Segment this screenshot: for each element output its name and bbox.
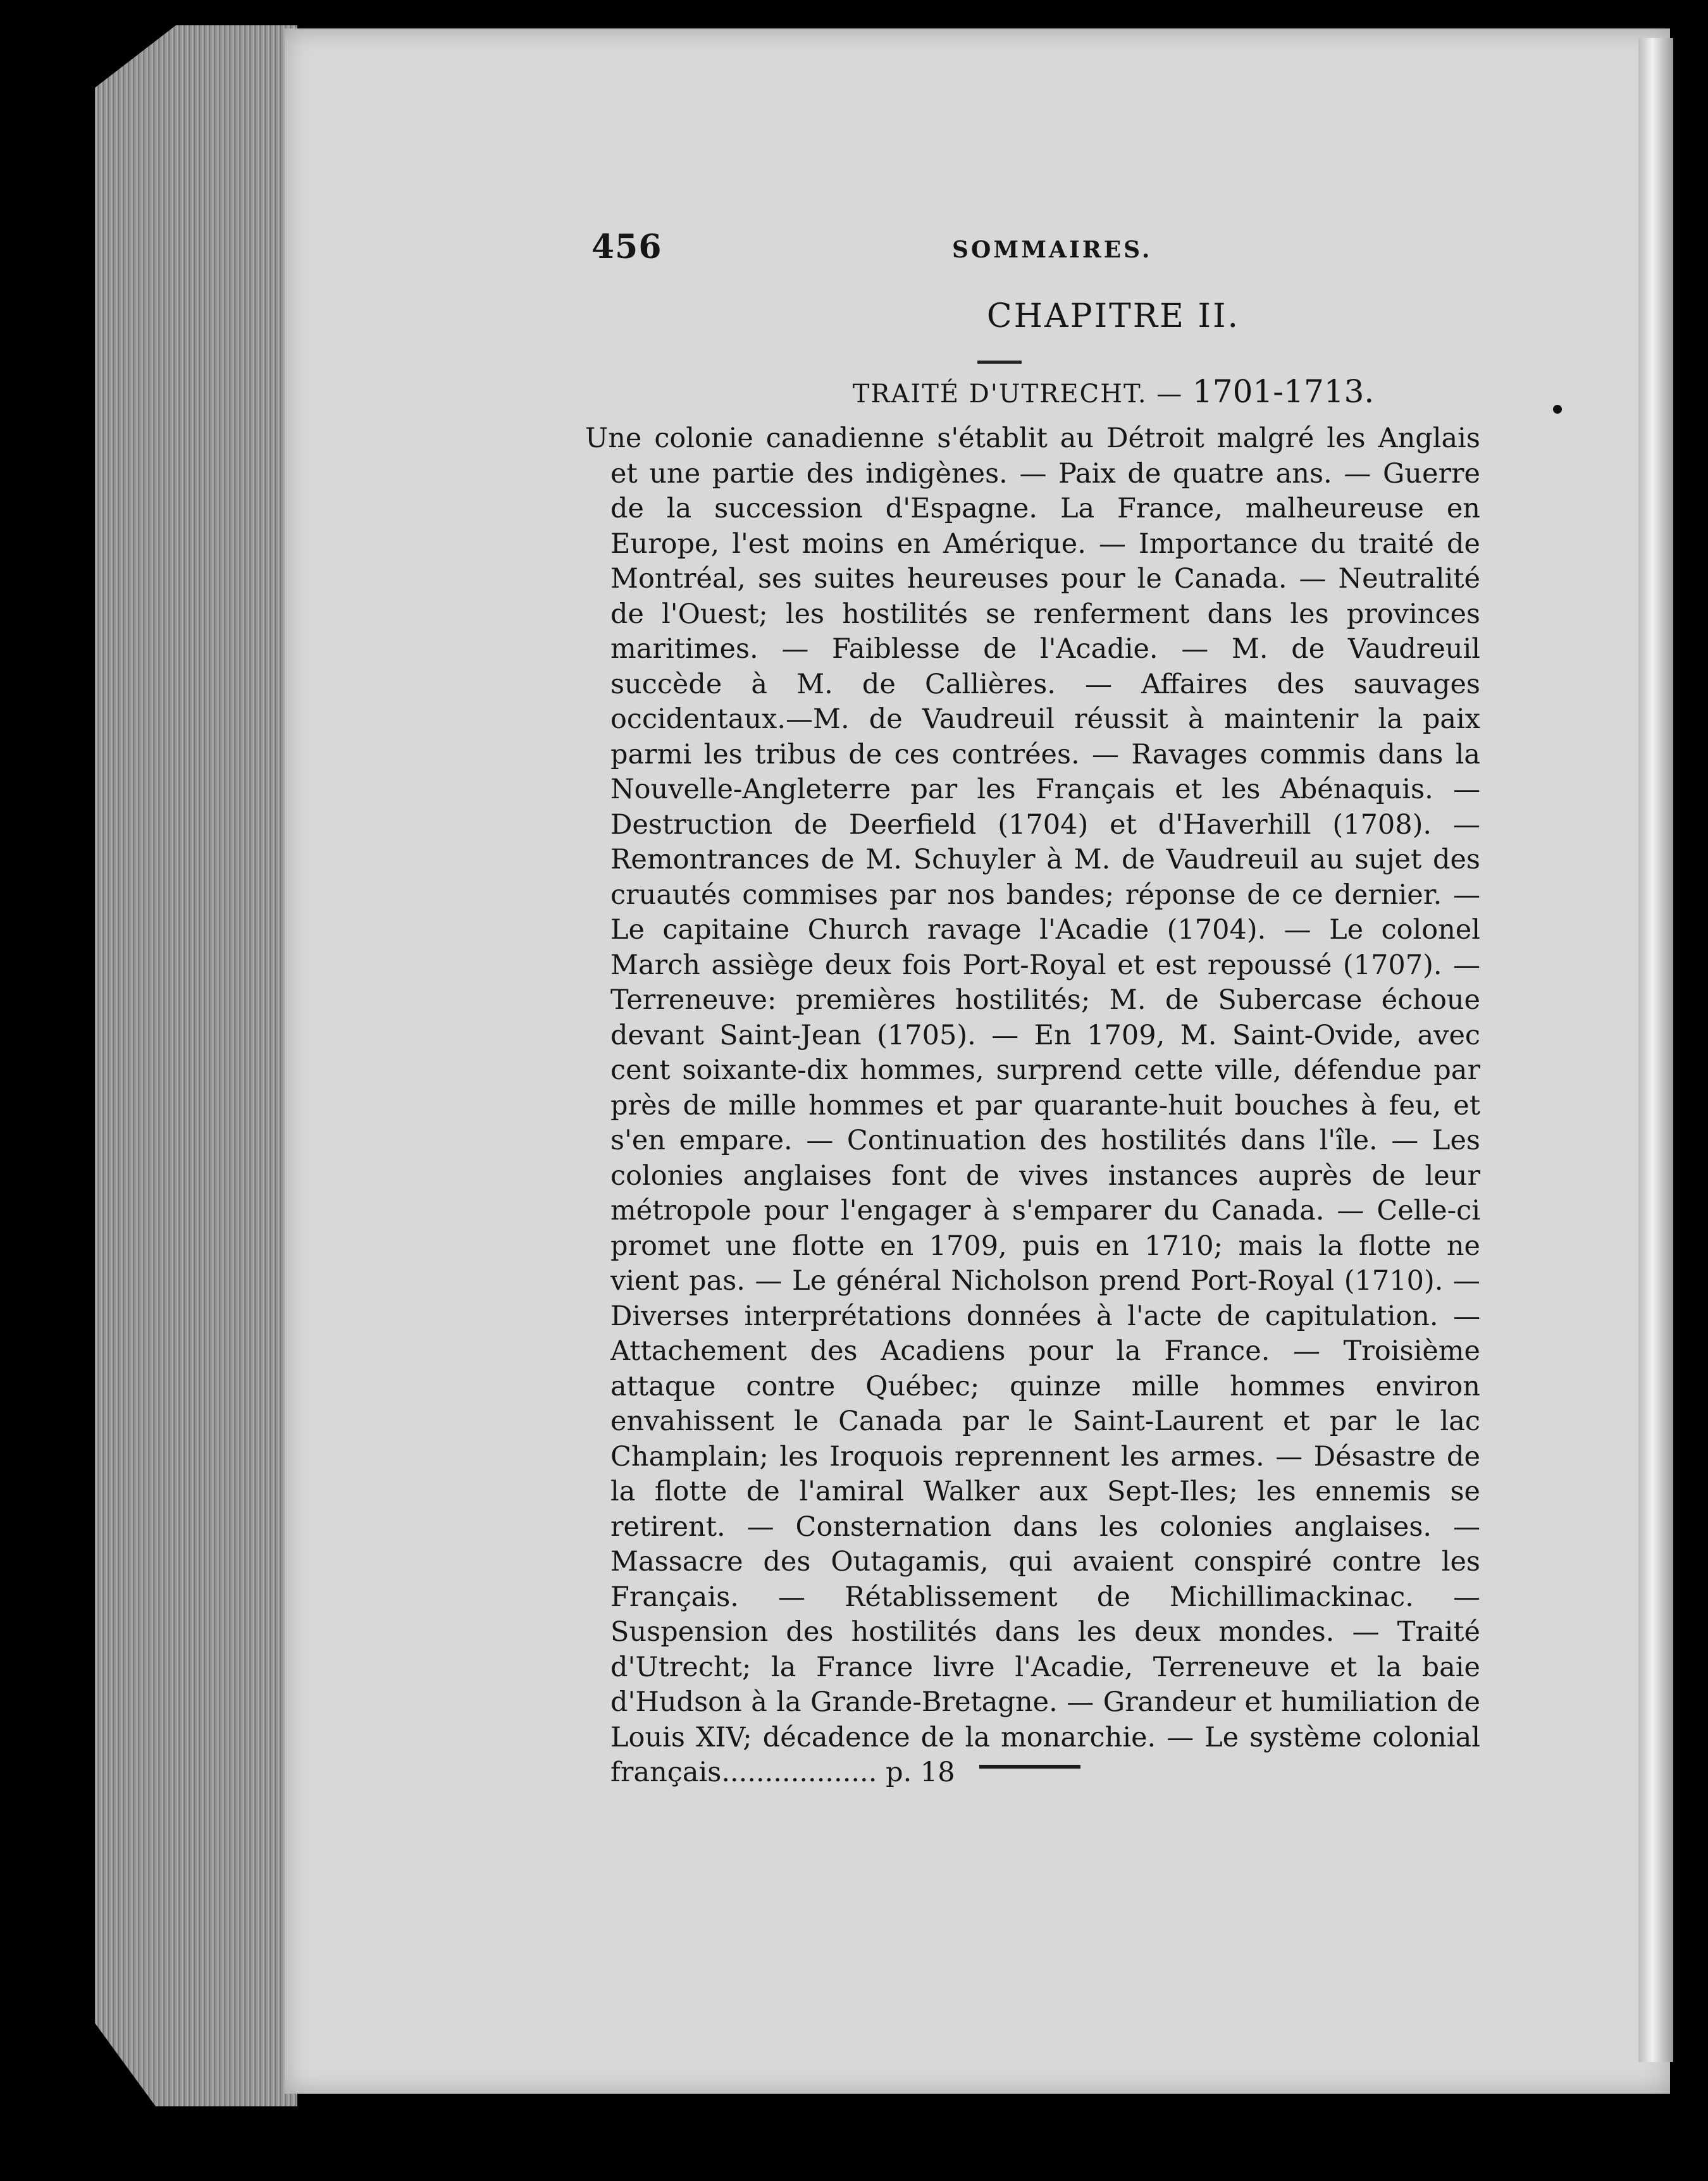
end-rule (979, 1765, 1080, 1769)
page-content (585, 228, 1480, 1818)
summary-text: Une colonie canadienne s'établit au Détroit malgré les Anglais et une partie des indigènes. — Paix de quatre ans. — Guerre de la succession d'Espagne. La France, malheureuse en Europe, l'est moins en Amérique. — Importance du traité de Montréal, ses suites heureuses pour le Canada. — Neutralité de l'Ouest; les hostilités se renferment dans les provinces maritimes. — Faiblesse de l'Acadie. — M. de Vaudreuil succède à M. de Callières. — Affaires des sauvages occidentaux.—M. de Vaudreuil réussit à maintenir la paix parmi les tribus de ces contrées. — Ravages commis dans la Nouvelle-Angleterre par les Français et les Abénaquis. — Destruction de Deerfield (1704) et d'Haverhill (1708). — Remontrances de M. Schuyler à M. de Vaudreuil au sujet des cruautés commises par nos bandes; réponse de ce dernier. — Le capitaine Church ravage l'Acadie (1704). — Le colonel March assiège deux fois Port-Royal et est repoussé (1707). — Terreneuve: premières hostilités; M. de Subercase échoue devant Saint-Jean (1705). — En 1709, M. Saint-Ovide, avec cent soixante-dix hommes, surprend cette ville, défendue par près de mille hommes et par quarante-huit bouches à feu, et s'en empare. — Continuation des hostilités dans l'île. — Les colonies anglaises font de vives instances auprès de leur métropole pour l'engager à s'emparer du Canada. — Celle-ci promet une flotte en 1709, puis en 1710; mais la flotte ne vient pas. — Le général Nicholson prend Port-Royal (1710). — Diverses interprétations données à l'acte de capitulation. — Attachement des Acadiens pour la France. — Troisième attaque contre Québec; quinze mille hommes environ envahissent le Canada par le Saint-Laurent et par le lac Champlain; les Iroquois reprennent les armes. — Désastre de la flotte de l'amiral Walker aux Sept-Iles; les ennemis se retirent. — Consternation dans les colonies anglaises. — Massacre des Outagamis, qui avaient conspiré contre les Français. — Rétablissement de Michillimackinac. — Suspension des hostilités dans les deux mondes. — Traité d'Utrecht; la France livre l'Acadie, Terreneuve et la baie d'Hudson à la Grande-Bretagne. — Grandeur et humiliation de Louis XIV; décadence de la monarchie. — Le système colonial français (585, 423, 1480, 1788)
summary-page-ref: p. 18 (886, 1757, 955, 1788)
title-rule-wrap (0, 335, 1477, 367)
ink-speck (1553, 405, 1562, 414)
title-rule (977, 361, 1022, 364)
chapter-subtitle (750, 373, 1477, 410)
subtitle-dates: 1701-1713. (1192, 373, 1375, 410)
subtitle-text: TRAITÉ D'UTRECHT. — (852, 380, 1184, 409)
summary-leader: .................. (721, 1757, 877, 1788)
chapter-summary (585, 421, 1480, 1791)
running-head: SOMMAIRES. (952, 237, 1153, 263)
book-right-edge (1638, 38, 1673, 2062)
page-number: 456 (591, 228, 662, 266)
page-header (585, 228, 1477, 272)
chapter-title: CHAPITRE II. (986, 297, 1241, 335)
summary-page-ref-group (721, 1757, 955, 1788)
